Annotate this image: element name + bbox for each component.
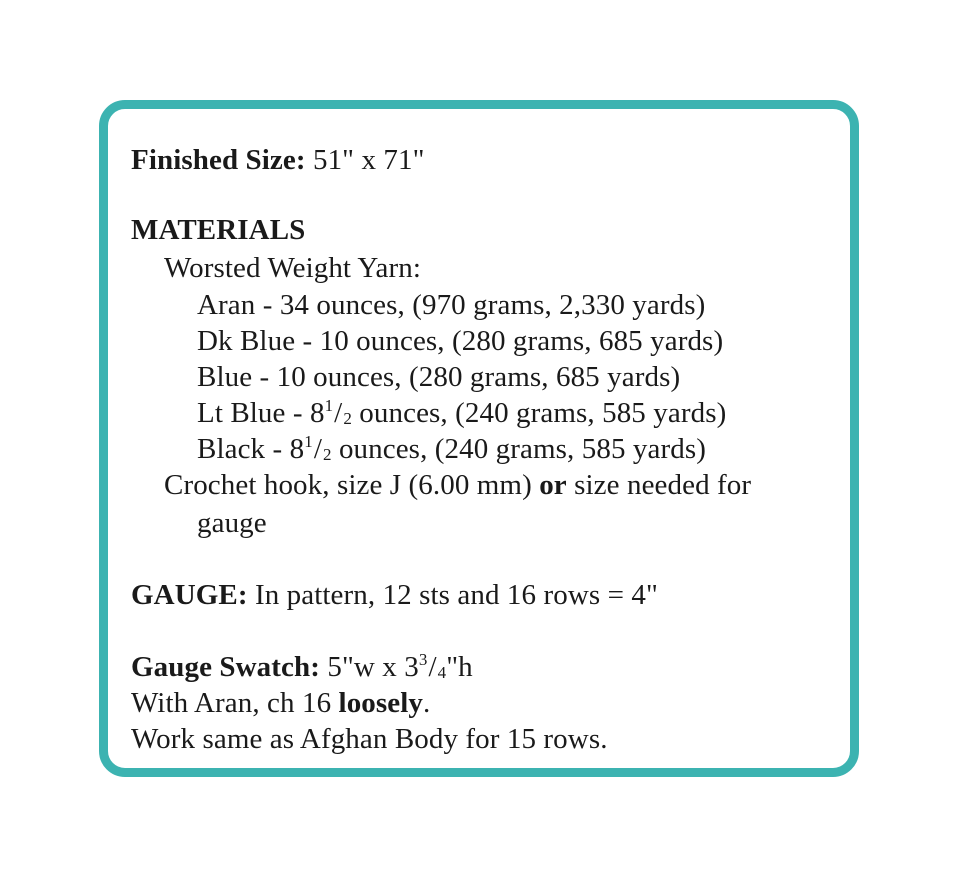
swatch-instruction-2: Work same as Afghan Body for 15 rows.: [131, 723, 608, 755]
gauge-line: [131, 578, 658, 612]
finished-size-value: 51" x 71": [312, 144, 425, 176]
yarn-lt-blue: Lt Blue - $8^1/_2$ ounces, (240 grams, 585 yards): [197, 396, 727, 429]
yarn-aran: Aran - 34 ounces, (970 grams, 2,330 yards): [197, 289, 706, 321]
materials-heading: MATERIALS: [131, 214, 306, 246]
finished-size-label: Finished Size:: [131, 144, 306, 176]
finished-size-line: [131, 143, 425, 177]
crochet-hook-continuation: gauge: [197, 507, 267, 539]
swatch-instruction-1: With Aran, ch 16 loosely.: [131, 687, 431, 719]
crochet-hook-line: Crochet hook, size J (6.00 mm) or size needed for: [164, 469, 752, 501]
gauge-swatch-label: Gauge Swatch:: [131, 651, 320, 683]
gauge-label: GAUGE:: [131, 579, 248, 611]
yarn-dk-blue: Dk Blue - 10 ounces, (280 grams, 685 yards): [197, 325, 724, 357]
gauge-value: In pattern, 12 sts and 16 rows = 4": [247, 579, 658, 611]
yarn-heading: Worsted Weight Yarn:: [164, 252, 421, 284]
yarn-blue: Blue - 10 ounces, (280 grams, 685 yards): [197, 361, 681, 393]
yarn-black: Black - $8^1/_2$ ounces, (240 grams, 585 yards): [197, 432, 706, 465]
gauge-swatch-line: Gauge Swatch: 5"w x $3^3/_4"h$: [131, 650, 473, 683]
